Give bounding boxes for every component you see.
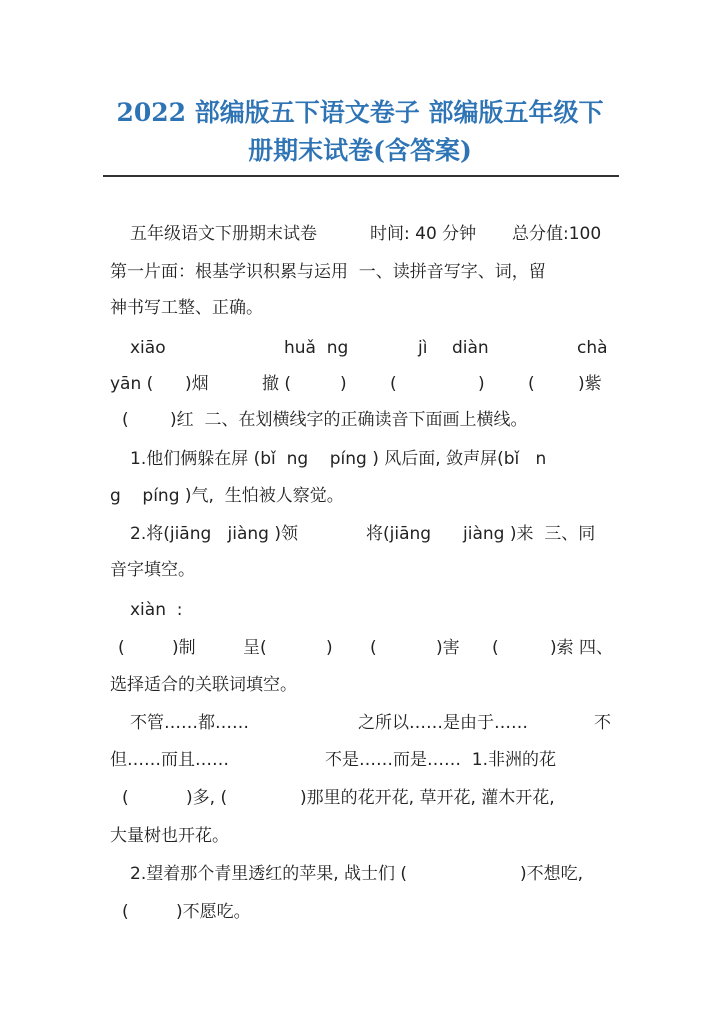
text-line-9-segment-3: jiàng )来 三、同 [463, 524, 596, 544]
text-line-5-segment-5: ( [390, 374, 397, 394]
text-line-4-segment-1: xiāo [130, 338, 166, 358]
document-title-line-1: 2022 部编版五下语文卷子 部编版五年级下 [116, 98, 604, 127]
text-line-16-segment-1: ( [122, 788, 129, 808]
text-line-4-segment-2: huǎ ng [284, 338, 349, 358]
text-line-5-segment-1: yān ( [110, 374, 154, 394]
text-line-4-segment-4: diàn [452, 338, 489, 358]
text-line-12-segment-1: ( [118, 638, 125, 658]
text-line-14-segment-3: 不 [594, 713, 611, 733]
text-line-10-segment-1: 音字填空。 [110, 560, 195, 580]
text-line-1-segment-3: 总分值:100 [512, 224, 602, 244]
text-line-12-segment-5: ( [370, 638, 377, 658]
text-line-6-segment-1: ( [122, 410, 129, 430]
text-line-12-segment-3: 呈( [243, 638, 267, 658]
text-line-16-segment-2: )多, ( [186, 788, 228, 808]
text-line-12-segment-7: ( [492, 638, 499, 658]
text-line-1-segment-2: 时间: 40 分钟 [370, 224, 477, 244]
text-line-19-segment-1: ( [122, 902, 129, 922]
text-line-12-segment-8: )索 四、 [550, 638, 614, 658]
document-title-line-2: 册期末试卷(含答案) [248, 136, 472, 165]
text-line-14-segment-1: 不管……都…… [130, 713, 249, 733]
text-line-16-segment-3: )那里的花开花, 草开花, 灌木开花, [300, 788, 555, 808]
text-line-15-segment-1: 但……而且…… [110, 750, 229, 770]
text-line-2-segment-1: 第一片面：根基学识积累与运用 一、读拼音写字、词，留 [110, 262, 546, 282]
text-line-5-segment-6: ) [478, 374, 485, 394]
text-line-4-segment-3: jì [418, 338, 428, 358]
text-line-5-segment-4: ) [340, 374, 347, 394]
text-line-4-segment-5: chà [577, 338, 608, 358]
text-line-6-segment-2: )红 二、在划横线字的正确读音下面画上横线。 [170, 410, 528, 430]
text-line-5-segment-8: )紫 [578, 374, 602, 394]
text-line-5-segment-2: )烟 [185, 374, 209, 394]
text-line-18-segment-1: 2.望着那个青里透红的苹果, 战士们 ( [130, 864, 408, 884]
text-line-9-segment-1: 2.将(jiāng jiàng )领 [130, 524, 298, 544]
text-line-11-segment-1: xiàn : [130, 600, 183, 620]
text-line-5-segment-3: 撤 ( [262, 374, 292, 394]
text-line-14-segment-2: 之所以……是由于…… [358, 713, 528, 733]
text-line-8-segment-1: g píng )气, 生怕被人察觉。 [110, 486, 344, 506]
text-line-17-segment-1: 大量树也开花。 [110, 826, 229, 846]
text-line-12-segment-6: )害 [436, 638, 460, 658]
text-line-12-segment-2: )制 [172, 638, 196, 658]
text-line-9-segment-2: 将(jiāng [366, 524, 432, 544]
text-line-13-segment-1: 选择适合的关联词填空。 [110, 675, 297, 695]
text-line-7-segment-1: 1.他们俩躲在屏 (bǐ ng píng ) 风后面, 敛声屏(bǐ n [130, 449, 547, 469]
text-line-12-segment-4: ) [326, 638, 333, 658]
text-line-15-segment-2: 不是……而是…… 1.非洲的花 [325, 750, 557, 770]
text-line-18-segment-2: )不想吃, [520, 864, 584, 884]
text-line-3-segment-1: 神书写工整、正确。 [110, 298, 263, 318]
text-line-5-segment-7: ( [528, 374, 535, 394]
title-divider [103, 175, 619, 177]
text-line-19-segment-2: )不愿吃。 [176, 902, 251, 922]
text-line-1-segment-1: 五年级语文下册期末试卷 [130, 224, 317, 244]
